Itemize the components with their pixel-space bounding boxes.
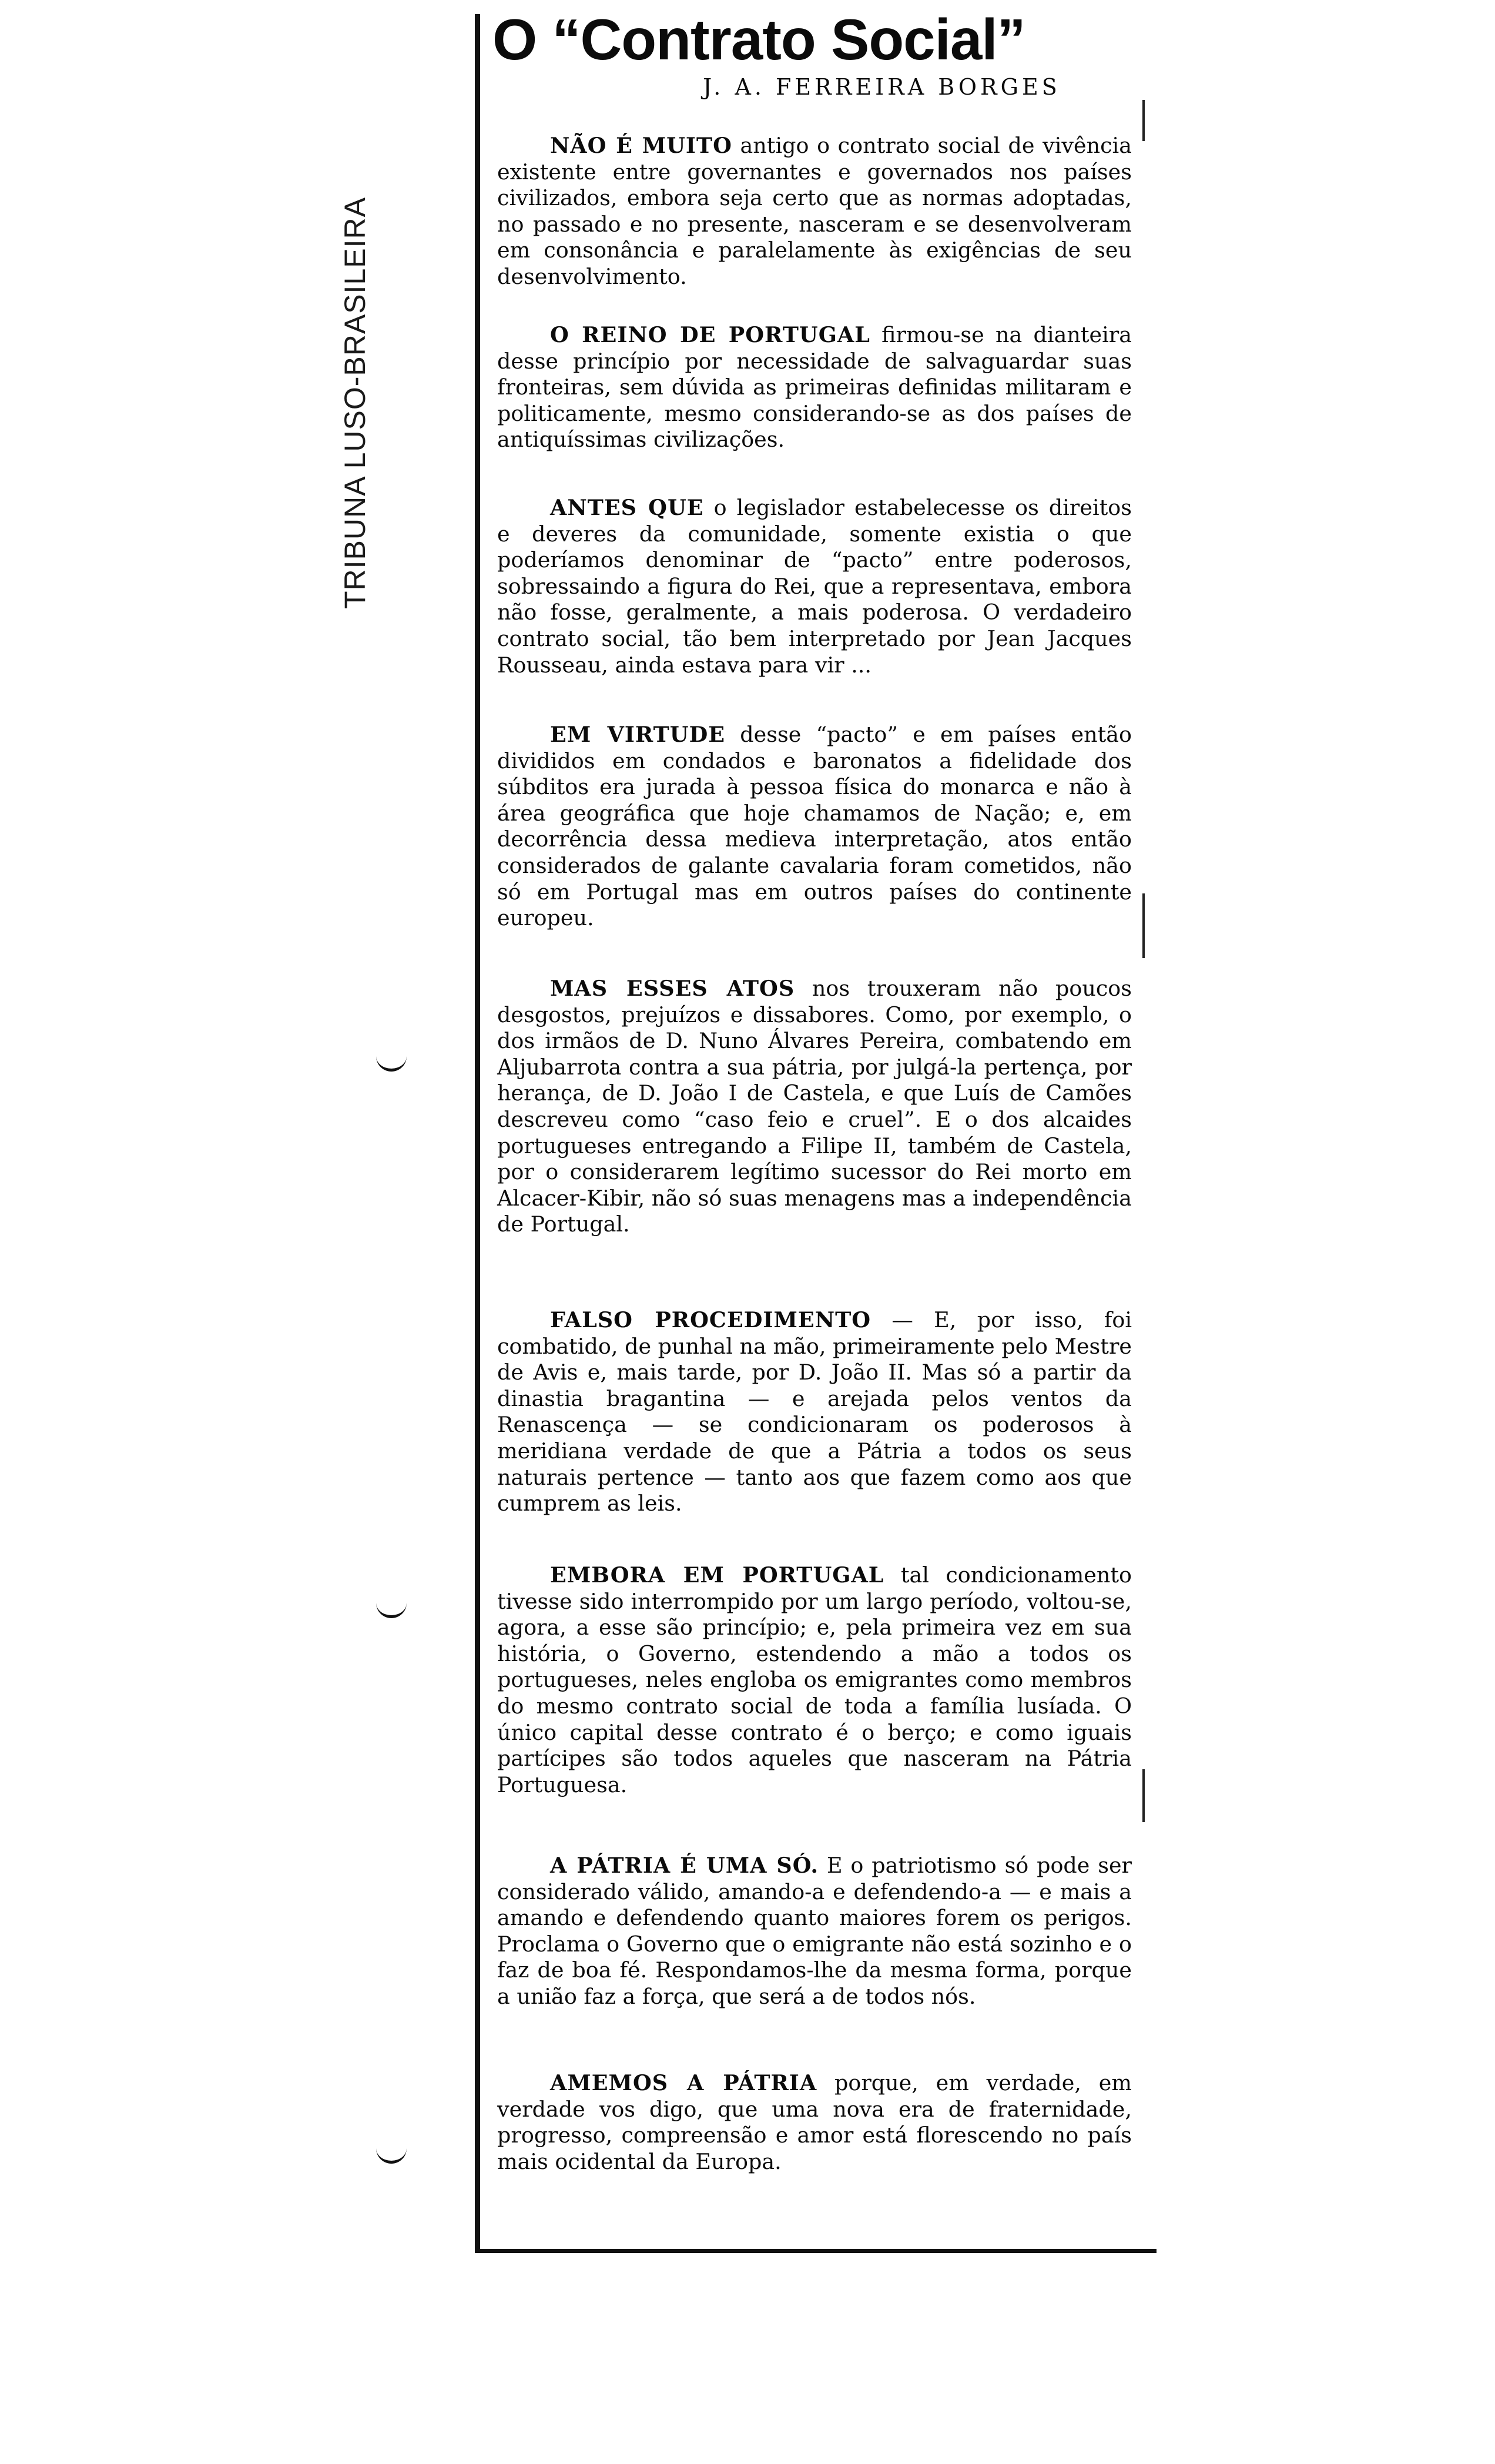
- article-paragraph: [497, 1562, 1132, 1798]
- paragraph-lead: MAS ESSES ATOS: [550, 976, 795, 1001]
- paragraph-text: E o patriotismo só pode ser considerado válido, amando-a e defendendo-a — e mais a amando e defendendo quanto maiores forem os perigos. Proclama o Governo que o emigrante não está sozinho e o faz de boa fé. Respondamos-lhe da mesma forma, porque a união faz a força, que será a de todos nós.: [497, 1853, 1132, 2009]
- column-bottom-rule: [475, 2249, 1157, 2253]
- article-author: J. A. FERREIRA BORGES: [703, 74, 1061, 100]
- column-right-rule-fragment: [1142, 893, 1145, 958]
- paragraph-text: o legislador estabelecesse os direitos e deveres da comunidade, somente existia o que poderíamos denominar de “pacto” entre poderosos, sobressaindo a figura do Rei, que a representava, embora não fosse, geralmente, a mais poderosa. O verdadeiro contrato social, tão bem interpretado por Jean Jacques Rousseau, ainda estava para vir ...: [497, 495, 1132, 678]
- paragraph-text: — E, por isso, foi combatido, de punhal na mão, primeiramente pelo Mestre de Avis e, mais tarde, por D. João II. Mas só a partir da dinastia bragantina — e arejada pelos ventos da Renascença — se condicionaram os poderosos à meridiana verdade de que a Pátria a todos os seus naturais pertence — tanto aos que fazem como aos que cumprem as leis.: [497, 1307, 1132, 1516]
- margin-binding-mark: [376, 2143, 407, 2164]
- article-paragraph: [497, 2070, 1132, 2175]
- paragraph-lead: FALSO PROCEDIMENTO: [550, 1307, 871, 1333]
- margin-binding-mark: [376, 1598, 407, 1618]
- paragraph-text: porque, em verdade, em verdade vos digo, que uma nova era de fraternidade, progresso, compreensão e amor está florescendo no país mais ocidental da Europa.: [497, 2070, 1132, 2174]
- article-paragraph: [497, 1853, 1132, 2010]
- column-right-rule-fragment: [1142, 1769, 1145, 1822]
- paragraph-text: nos trouxeram não poucos desgostos, prejuízos e dissabores. Como, por exemplo, o dos irmãos de D. Nuno Álvares Pereira, combatendo em Aljubarrota contra a sua pátria, por julgá-la pertença, por herança, de D. João I de Castela, e que Luís de Camões descreveu como “caso feio e cruel”. E o dos alcaides portugueses entregando a Filipe II, também de Castela, por o considerarem legítimo sucessor do Rei morto em Alcacer-Kibir, não só suas menagens mas a independência de Portugal.: [497, 976, 1132, 1237]
- newspaper-margin-label: TRIBUNA LUSO-BRASILEIRA: [338, 197, 371, 609]
- article-paragraph: [497, 722, 1132, 932]
- article-paragraph: [497, 976, 1132, 1238]
- column-right-rule-fragment: [1142, 100, 1145, 141]
- paragraph-lead: AMEMOS A PÁTRIA: [550, 2070, 817, 2095]
- column-left-rule: [475, 14, 480, 2252]
- article-paragraph: [497, 322, 1132, 453]
- article-title: O “Contrato Social”: [492, 7, 1025, 72]
- article-paragraph: [497, 495, 1132, 678]
- paragraph-text: desse “pacto” e em países então divididos em condados e baronatos a fidelidade dos súbditos era jurada à pessoa física do monarca e não à área geográfica que hoje chamamos de Nação; e, em decorrência dessa medieva interpretação, atos então considerados de galante cavalaria foram cometidos, não só em Portugal mas em outros países do continente europeu.: [497, 722, 1132, 931]
- paragraph-lead: A PÁTRIA É UMA SÓ.: [550, 1853, 819, 1878]
- paragraph-text: tal condicionamento tivesse sido interrompido por um largo período, voltou-se, agora, a esse são princípio; e, pela primeira vez em sua história, o Governo, estendendo a mão a todos os portugueses, neles engloba os emigrantes como membros do mesmo contrato social de toda a família lusíada. O único capital desse contrato é o berço; e como iguais partícipes são todos aqueles que nasceram na Pátria Portuguesa.: [497, 1562, 1132, 1797]
- paragraph-lead: O REINO DE PORTUGAL: [550, 322, 870, 347]
- paragraph-lead: ANTES QUE: [550, 495, 704, 520]
- article-paragraph: [497, 133, 1132, 290]
- paragraph-text: firmou-se na dianteira desse princípio por necessidade de salvaguardar suas fronteiras, sem dúvida as primeiras definidas militaram e politicamente, mesmo considerando-se as dos países de antiquíssimas civilizações.: [497, 322, 1132, 453]
- article-paragraph: [497, 1307, 1132, 1517]
- margin-binding-mark: [376, 1051, 407, 1072]
- paragraph-text: antigo o contrato social de vivência existente entre governantes e governados nos países civilizados, embora seja certo que as normas adoptadas, no passado e no presente, nasceram e se desenvolveram em consonância e paralelamente às exigências de seu desenvolvimento.: [497, 133, 1132, 289]
- paragraph-lead: EMBORA EM PORTUGAL: [550, 1562, 884, 1588]
- paragraph-lead: NÃO É MUITO: [550, 133, 732, 158]
- paragraph-lead: EM VIRTUDE: [550, 722, 726, 747]
